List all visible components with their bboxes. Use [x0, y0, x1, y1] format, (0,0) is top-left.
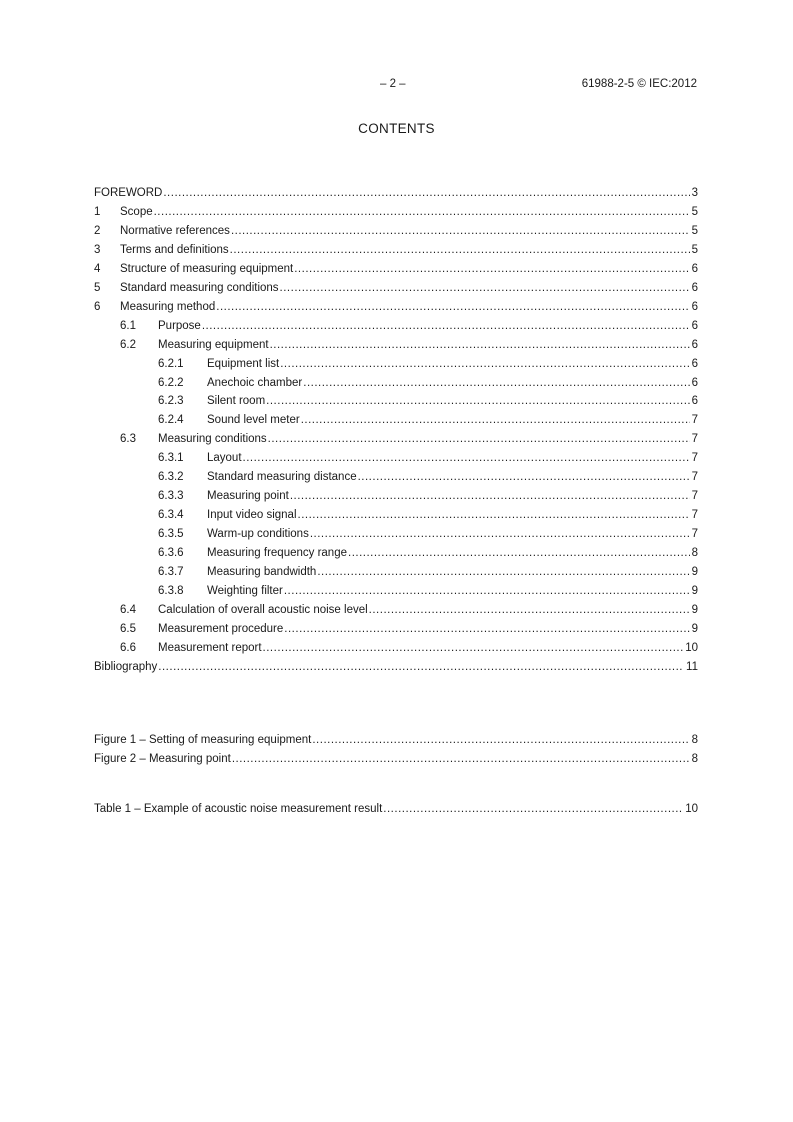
- toc-entry-number: 3: [94, 243, 101, 256]
- toc-entry-page: 11: [686, 660, 698, 673]
- toc-dot-leader: [290, 489, 690, 504]
- toc-entry-page: 6: [691, 338, 698, 351]
- toc-entry-number: 6.3.4: [158, 509, 184, 522]
- standard-reference: 61988-2-5 © IEC:2012: [581, 78, 697, 90]
- toc-entry-page: 6: [691, 319, 698, 332]
- toc-entry-title: Standard measuring distance: [207, 471, 357, 484]
- toc-entry-title: Purpose: [158, 319, 201, 332]
- toc-dot-leader: [154, 205, 690, 220]
- toc-dot-leader: [163, 186, 689, 201]
- toc-entry-title: Terms and definitions: [120, 243, 229, 256]
- toc-entry[interactable]: [94, 224, 698, 239]
- toc-entry-title: Figure 2 – Measuring point: [94, 752, 231, 765]
- toc-entry-page: 10: [685, 803, 698, 815]
- toc-dot-leader: [369, 603, 690, 618]
- toc-entry-number: 6.2.2: [158, 376, 184, 389]
- toc-entry[interactable]: [94, 262, 698, 277]
- toc-entry[interactable]: [94, 527, 698, 542]
- toc-dot-leader: [284, 622, 689, 637]
- toc-entry-title: Silent room: [207, 395, 266, 408]
- toc-entry-number: 6.3.1: [158, 452, 184, 465]
- toc-entry-title: Measuring method: [120, 300, 216, 313]
- toc-dot-leader: [266, 394, 689, 409]
- toc-dot-leader: [280, 357, 689, 372]
- toc-entry-page: 6: [691, 281, 698, 294]
- toc-entry-page: 9: [691, 566, 698, 578]
- toc-entry-number: 6.2.3: [158, 395, 184, 408]
- toc-dot-leader: [270, 338, 690, 353]
- toc-entry-number: 2: [94, 224, 101, 237]
- toc-dot-leader: [263, 641, 684, 656]
- toc-entry-title: Warm-up conditions: [207, 528, 309, 541]
- toc-entry-number: 6.3.7: [158, 566, 184, 578]
- toc-entry-number: 6.4: [120, 603, 136, 616]
- toc-entry[interactable]: [94, 565, 698, 580]
- toc-entry-title: Input video signal: [207, 509, 297, 522]
- toc-entry-number: 5: [94, 281, 101, 294]
- toc-entry-title: Standard measuring conditions: [120, 281, 279, 294]
- toc-entry-title: Equipment list: [207, 357, 280, 370]
- toc-entry-page: 9: [691, 584, 698, 597]
- toc-entry[interactable]: [94, 470, 698, 485]
- toc-entry[interactable]: [94, 622, 698, 637]
- toc-entry[interactable]: [94, 243, 698, 258]
- toc-entry[interactable]: [94, 603, 698, 618]
- toc-entry-number: 6.1: [120, 319, 136, 332]
- page-title: CONTENTS: [358, 121, 435, 136]
- toc-entry-title: Measuring frequency range: [207, 547, 347, 560]
- toc-entry-page: 10: [685, 641, 698, 654]
- toc-entry-title: Figure 1 – Setting of measuring equipment: [94, 734, 312, 746]
- toc-entry-page: 6: [691, 395, 698, 408]
- toc-dot-leader: [232, 752, 690, 767]
- toc-entry-page: 7: [691, 490, 698, 503]
- toc-entry[interactable]: [94, 186, 698, 201]
- toc-dot-leader: [294, 262, 689, 277]
- toc-entry-page: 3: [691, 187, 698, 199]
- toc-entry[interactable]: [94, 584, 698, 599]
- toc-entry[interactable]: [94, 733, 698, 748]
- toc-dot-leader: [280, 281, 690, 296]
- toc-entry[interactable]: [94, 394, 698, 409]
- toc-entry[interactable]: [94, 451, 698, 466]
- toc-entry-number: 6.3.6: [158, 547, 184, 560]
- toc-entry-page: 6: [691, 357, 698, 370]
- toc-entry-number: 6.2.4: [158, 414, 184, 427]
- toc-dot-leader: [348, 546, 690, 561]
- toc-dot-leader: [158, 660, 684, 675]
- toc-entry[interactable]: [94, 641, 698, 656]
- toc-entry-page: 7: [691, 452, 698, 465]
- toc-entry-page: 9: [691, 603, 698, 616]
- toc-entry-page: 7: [691, 471, 698, 484]
- page-number: – 2 –: [380, 78, 406, 90]
- toc-entry-number: 6.3.3: [158, 490, 184, 503]
- toc-entry-page: 8: [691, 734, 698, 746]
- toc-dot-leader: [243, 451, 690, 466]
- toc-dot-leader: [284, 584, 690, 599]
- toc-entry-title: Scope: [120, 205, 153, 218]
- toc-entry-title: Measuring bandwidth: [207, 566, 317, 578]
- toc-entry[interactable]: [94, 300, 698, 315]
- toc-entry-title: Normative references: [120, 224, 230, 237]
- toc-entry-number: 6.3: [120, 433, 136, 446]
- toc-entry-number: 6: [94, 300, 101, 313]
- toc-dot-leader: [298, 508, 690, 523]
- toc-entry[interactable]: [94, 413, 698, 428]
- toc-dot-leader: [310, 527, 690, 542]
- toc-entry-title: Calculation of overall acoustic noise level: [158, 603, 368, 616]
- toc-dot-leader: [301, 413, 690, 428]
- toc-dot-leader: [317, 565, 689, 580]
- toc-entry-page: 7: [691, 509, 698, 522]
- toc-entry[interactable]: [94, 508, 698, 523]
- toc-entry-number: 6.3.8: [158, 584, 184, 597]
- toc-entry-title: Weighting filter: [207, 584, 283, 597]
- toc-entry[interactable]: [94, 802, 698, 817]
- toc-dot-leader: [231, 224, 690, 239]
- toc-entry-number: 6.2.1: [158, 357, 184, 370]
- toc-entry-title: Structure of measuring equipment: [120, 262, 294, 275]
- toc-entry[interactable]: [94, 546, 698, 561]
- toc-dot-leader: [303, 376, 689, 391]
- toc-entry-title: Measuring conditions: [158, 433, 267, 446]
- toc-entry-title: Measurement procedure: [158, 622, 284, 635]
- toc-entry[interactable]: [94, 319, 698, 334]
- toc-entry-number: 4: [94, 262, 101, 275]
- toc-entry-number: 1: [94, 205, 101, 218]
- toc-entry-page: 5: [691, 205, 698, 218]
- toc-entry-title: Layout: [207, 452, 242, 465]
- toc-dot-leader: [202, 319, 690, 334]
- toc-entry[interactable]: [94, 432, 698, 447]
- toc-entry-page: 9: [691, 622, 698, 635]
- toc-entry[interactable]: [94, 752, 698, 767]
- toc-entry-page: 7: [691, 414, 698, 427]
- toc-entry-title: Anechoic chamber: [207, 376, 303, 389]
- toc-entry[interactable]: [94, 281, 698, 296]
- toc-entry-number: 6.5: [120, 622, 136, 635]
- toc-entry-number: 6.3.2: [158, 471, 184, 484]
- toc-entry-page: 6: [691, 300, 698, 313]
- toc-entry-title: Measuring point: [207, 490, 289, 503]
- toc-entry-title: Measuring equipment: [158, 338, 269, 351]
- toc-entry[interactable]: [94, 489, 698, 504]
- toc-entry-title: Table 1 – Example of acoustic noise measurement result: [94, 803, 383, 815]
- toc-dot-leader: [383, 802, 683, 817]
- toc-entry-title: FOREWORD: [94, 187, 163, 199]
- toc-entry[interactable]: [94, 338, 698, 353]
- toc-dot-leader: [216, 300, 689, 315]
- toc-entry-number: 6.6: [120, 641, 136, 654]
- toc-dot-leader: [358, 470, 690, 485]
- toc-entry-title: Sound level meter: [207, 414, 300, 427]
- toc-entry-title: Bibliography: [94, 660, 158, 673]
- toc-entry-number: 6.2: [120, 338, 136, 351]
- toc-entry-page: 7: [691, 433, 698, 446]
- toc-entry-page: 8: [691, 752, 698, 765]
- toc-entry[interactable]: [94, 357, 698, 372]
- toc-dot-leader: [268, 432, 690, 447]
- toc-entry-page: 6: [691, 262, 698, 275]
- toc-entry-page: 8: [691, 547, 698, 560]
- toc-dot-leader: [312, 733, 689, 748]
- toc-entry-page: 6: [691, 376, 698, 389]
- toc-entry[interactable]: [94, 205, 698, 220]
- toc-dot-leader: [230, 243, 690, 258]
- toc-entry-page: 5: [691, 243, 698, 256]
- toc-entry-page: 5: [691, 224, 698, 237]
- toc-entry-title: Measurement report: [158, 641, 262, 654]
- toc-entry-page: 7: [691, 528, 698, 541]
- toc-entry[interactable]: [94, 660, 698, 675]
- toc-entry-number: 6.3.5: [158, 528, 184, 541]
- toc-entry[interactable]: [94, 376, 698, 391]
